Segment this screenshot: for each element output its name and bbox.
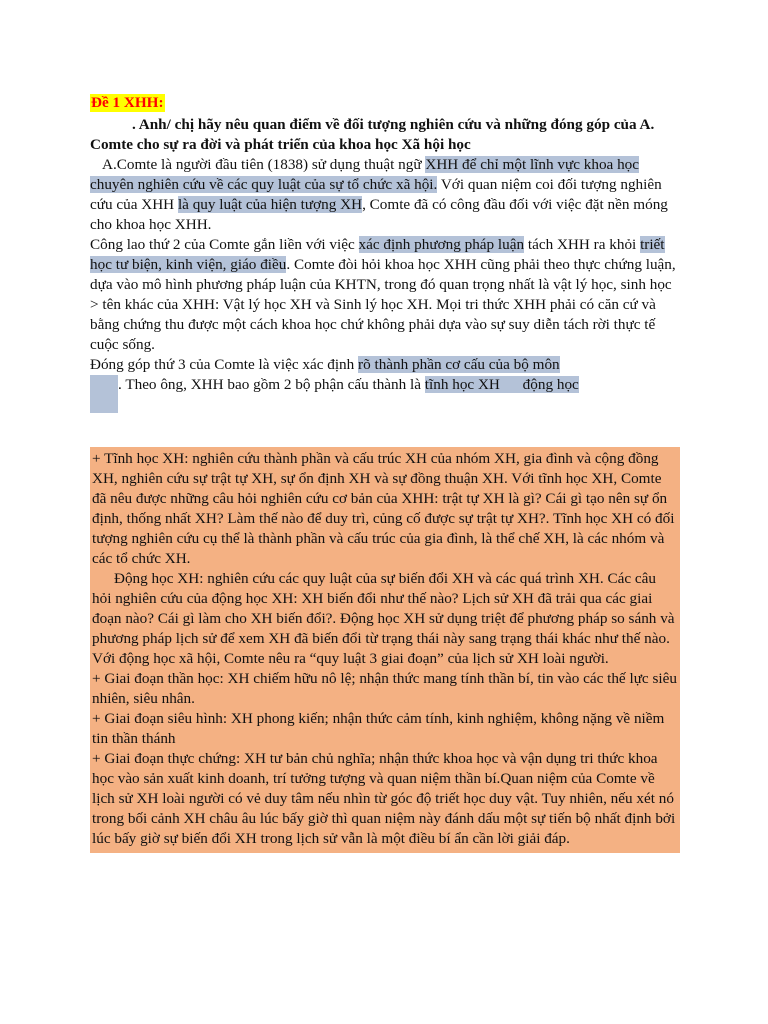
orange-paragraph-6: + Giai đoạn thực chứng: XH tư bản chủ nghĩa; nhận thức khoa học và vận dụng tri thức khoa học vào sản xuất kinh doanh, trí tưởng tượng và quan niệm thần bí.Quan niệm của Comte về lịch sử XH loài người có vẻ duy tâm nếu nhìn từ góc độ triết học duy vật. Tuy nhiên, nếu xét nó trong bối cảnh XH châu âu lúc bấy giờ thì quan niệm này đánh dấu một sự tiến bộ nhất định bởi lúc bấy giờ sự biến đổi XH trong lịch sử vẫn là một điều bí ẩn cần lời giải đáp. (92, 750, 676, 847)
p3-highlight-e: động học (522, 376, 579, 393)
p3-highlight-d: tĩnh học XH (424, 376, 500, 393)
p3-text-a: Đóng góp thứ 3 của Comte là việc xác định (90, 356, 359, 373)
exam-title: Đề 1 XHH: (91, 94, 164, 111)
highlighted-section (90, 447, 680, 853)
p3-gap (500, 376, 523, 393)
paragraph-1 (90, 155, 684, 235)
orange-paragraph-3: Với động học xã hội, Comte nêu ra “quy luật 3 giai đoạn” của lịch sử XH loài người. (92, 650, 609, 667)
paragraph-3 (90, 355, 684, 413)
p3-highlight-b: rõ thành phần cơ cấu của bộ môn (358, 356, 560, 373)
exam-question: . Anh/ chị hãy nêu quan điểm về đối tượng nghiên cứu và những đóng góp của A. Comte cho sự ra đời và phát triển của khoa học Xã hội học (90, 116, 655, 153)
p2-highlight-b: xác định phương pháp luận (358, 236, 525, 253)
p1-text-a: A.Comte là người đầu tiên (1838) sử dụng thuật ngữ (102, 156, 426, 173)
p2-text-e: . Comte đòi hỏi khoa học XHH cũng phải theo thực chứng luận, dựa vào mô hình phương pháp luận của KHTN, trong đó quan trọng nhất là vật lý học, sinh học > tên khác của XHH: Vật lý học XH và Sinh lý học XH. Mọi tri thức XHH phải có căn cứ và bằng chứng thu được một cách khoa học chứ không phải dựa vào sự suy diễn tách rời thực tế cuộc sống. (90, 256, 676, 353)
orange-paragraph-1: + Tĩnh học XH: nghiên cứu thành phần và cấu trúc XH của nhóm XH, gia đình và cộng đồng XH, nghiên cứu sự trật tự XH, sự ổn định XH và sự đồng thuận XH. Với tĩnh học XH, Comte đã nêu được những câu hỏi nghiên cứu cơ bản của XHH: trật tự XH là gì? Cái gì tạo nên sự ổn định, thống nhất XH? Làm thế nào để duy trì, củng cố được sự trật tự XH?. Tĩnh học XH có đối tượng nghiên cứu cụ thể là thành phần và cấu trúc của gia đình, là thể chế XH, là các nhóm và các tổ chức XH. (92, 450, 675, 567)
orange-paragraph-5: + Giai đoạn siêu hình: XH phong kiến; nhận thức cảm tính, kinh nghiệm, không nặng về niềm tin thần thánh (92, 710, 665, 747)
p2-text-c: tách XHH ra khỏi (524, 236, 641, 253)
p1-highlight-b: XHH để chỉ một lĩnh vực khoa học chuyên nghiên cứu về các quy luật của sự tổ chức xã hội. (90, 156, 640, 193)
document-body (90, 93, 684, 413)
p2-highlight-d: triết học tư biện, kinh viện, giáo điều (90, 236, 665, 273)
orange-paragraph-4: + Giai đoạn thần học: XH chiếm hữu nô lệ; nhận thức mang tính thần bí, tin vào các thế lực siêu nhiên, siêu nhân. (92, 670, 677, 707)
orange-paragraph-2: Động học XH: nghiên cứu các quy luật của sự biến đổi XH và các quá trình XH. Các câu hỏi nghiên cứu của động học XH: XH biến đổi như thế nào? Lịch sử XH đã trải qua các giai đoạn nào? Cái gì làm cho XH biến đổi?. Động học XH sử dụng triệt để phương pháp so sánh và phương pháp lịch sử để xem XH đã biến đổi từ trạng thái này sang trạng thái khác như thế nào. (92, 570, 675, 647)
p1-text-e: , Comte đã có công đầu đối với việc đặt nền móng cho khoa học XHH. (90, 196, 668, 233)
p1-highlight-d: là quy luật của hiện tượng XH (177, 196, 363, 213)
p2-text-a: Công lao thứ 2 của Comte gắn liền với việc (90, 236, 359, 253)
p1-text-c: Với quan niệm coi đối tượng nghiên cứu của XHH (90, 176, 662, 213)
highlight-block (90, 375, 118, 413)
paragraph-2 (90, 235, 684, 355)
p3-text-c: . Theo ông, XHH bao gồm 2 bộ phận cấu thành là (118, 376, 425, 393)
